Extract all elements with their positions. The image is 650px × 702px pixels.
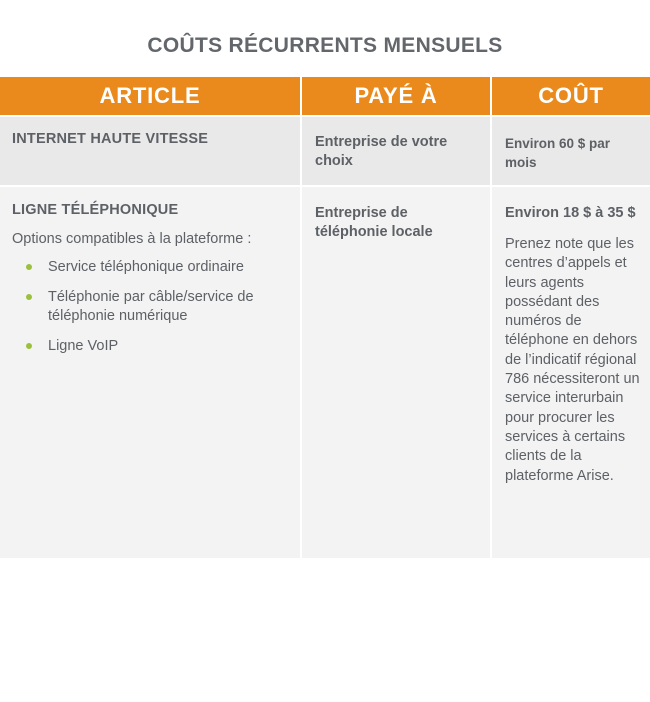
bullet-icon	[26, 264, 32, 270]
list-item	[26, 258, 292, 277]
header-cout: COÛT	[490, 77, 650, 115]
cost-text: Environ 18 $ à 35 $	[505, 205, 636, 221]
cell-cost	[490, 117, 650, 185]
page-title: COÛTS RÉCURRENTS MENSUELS	[147, 34, 503, 57]
cost-text: Environ 60 $ par mois	[505, 136, 611, 170]
option-text: Téléphonie par câble/service de téléphonie numérique	[48, 289, 254, 324]
table-header-row	[0, 77, 650, 115]
bullet-icon	[26, 294, 32, 300]
option-text: Ligne VoIP	[48, 338, 119, 354]
cell-item	[0, 187, 300, 558]
option-text: Service téléphonique ordinaire	[48, 259, 244, 275]
cost-note: Prenez note que les centres d’appels et leurs agents possédant des numéros de téléphone en dehors de l’indicatif régional 786 nécessiteront un service interurbain pour procurer les services à certains clients de la plateforme Arise.	[505, 236, 640, 484]
header-article: ARTICLE	[0, 77, 300, 115]
table-row-telephone	[0, 185, 650, 558]
payee-text: Entreprise de téléphonie locale	[315, 205, 433, 240]
item-title: INTERNET HAUTE VITESSE	[12, 131, 209, 147]
options-list	[12, 258, 292, 356]
payee-text: Entreprise de votre choix	[315, 134, 448, 169]
header-paye-a: PAYÉ À	[300, 77, 490, 115]
cell-payee	[300, 187, 490, 558]
options-label: Options compatibles à la plateforme :	[12, 231, 252, 247]
table-row-internet	[0, 115, 650, 185]
cell-payee	[300, 117, 490, 185]
cell-cost	[490, 187, 650, 558]
item-title: LIGNE TÉLÉPHONIQUE	[12, 202, 179, 218]
cost-table	[0, 77, 650, 558]
list-item	[26, 288, 292, 326]
list-item	[26, 337, 292, 356]
cell-item	[0, 117, 300, 185]
bullet-icon	[26, 343, 32, 349]
